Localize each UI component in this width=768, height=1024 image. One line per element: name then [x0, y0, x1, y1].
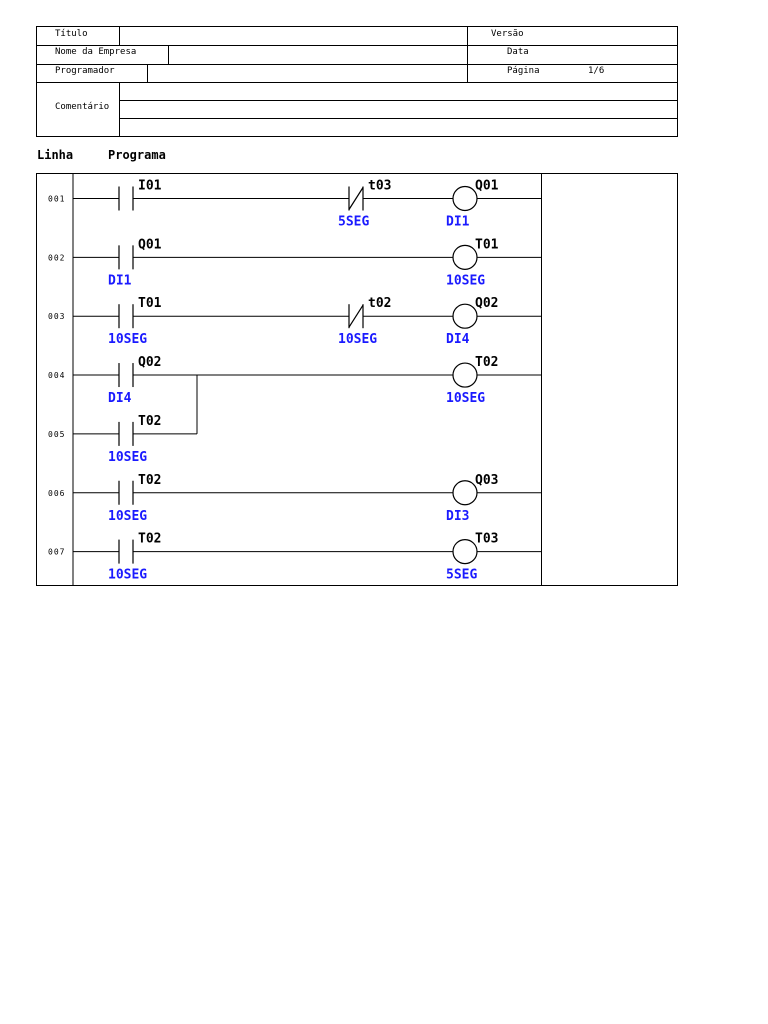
coil [453, 363, 477, 387]
contact-address: 10SEG [108, 449, 148, 465]
contact-name: T01 [138, 296, 162, 312]
coil [453, 540, 477, 564]
nc-contact-slash [349, 188, 363, 210]
contact-address: DI1 [108, 273, 132, 289]
contact-name: t02 [368, 296, 392, 312]
rung-number: 002 [48, 253, 66, 263]
contact-name: T02 [138, 413, 162, 429]
contact-address: 10SEG [108, 567, 148, 583]
coil-address: 5SEG [446, 567, 478, 583]
programador-label: Programador [55, 66, 115, 76]
contact-name: t03 [368, 178, 392, 194]
linha-heading: Linha [37, 148, 74, 162]
contact-address: 5SEG [338, 214, 370, 230]
coil [453, 304, 477, 328]
rung-number: 004 [48, 371, 66, 381]
contact-name: T02 [138, 472, 162, 488]
coil-name: Q03 [475, 472, 499, 488]
rung-number: 001 [48, 194, 66, 204]
contact-name: Q02 [138, 355, 162, 371]
coil-name: T01 [475, 237, 499, 253]
coil-address: DI1 [446, 214, 470, 230]
versao-label: Versão [491, 29, 524, 39]
contact-name: Q01 [138, 237, 162, 253]
rung-number: 005 [48, 429, 66, 439]
nc-contact-slash [349, 305, 363, 327]
rung-number: 007 [48, 547, 66, 557]
coil-name: T02 [475, 355, 499, 371]
coil-name: Q02 [475, 296, 499, 312]
coil [453, 245, 477, 269]
rung-number: 003 [48, 312, 66, 322]
coil-address: DI3 [446, 508, 470, 524]
rung-number: 006 [48, 488, 66, 498]
contact-address: 10SEG [338, 332, 378, 348]
coil-name: Q01 [475, 178, 499, 194]
coil-name: T03 [475, 531, 499, 547]
contact-address: 10SEG [108, 332, 148, 348]
coil-address: 10SEG [446, 391, 486, 407]
coil [453, 187, 477, 211]
data-label: Data [507, 47, 529, 57]
titulo-label: Título [55, 29, 88, 39]
pagina-label: Página [507, 66, 540, 76]
coil-address: 10SEG [446, 273, 486, 289]
coil [453, 481, 477, 505]
contact-name: I01 [138, 178, 162, 194]
comentario-label: Comentário [55, 102, 110, 112]
contact-address: DI4 [108, 391, 132, 407]
coil-address: DI4 [446, 332, 470, 348]
pagina-value: 1/6 [588, 66, 605, 76]
programa-heading: Programa [108, 148, 166, 162]
contact-address: 10SEG [108, 508, 148, 524]
contact-name: T02 [138, 531, 162, 547]
empresa-label: Nome da Empresa [55, 47, 137, 57]
